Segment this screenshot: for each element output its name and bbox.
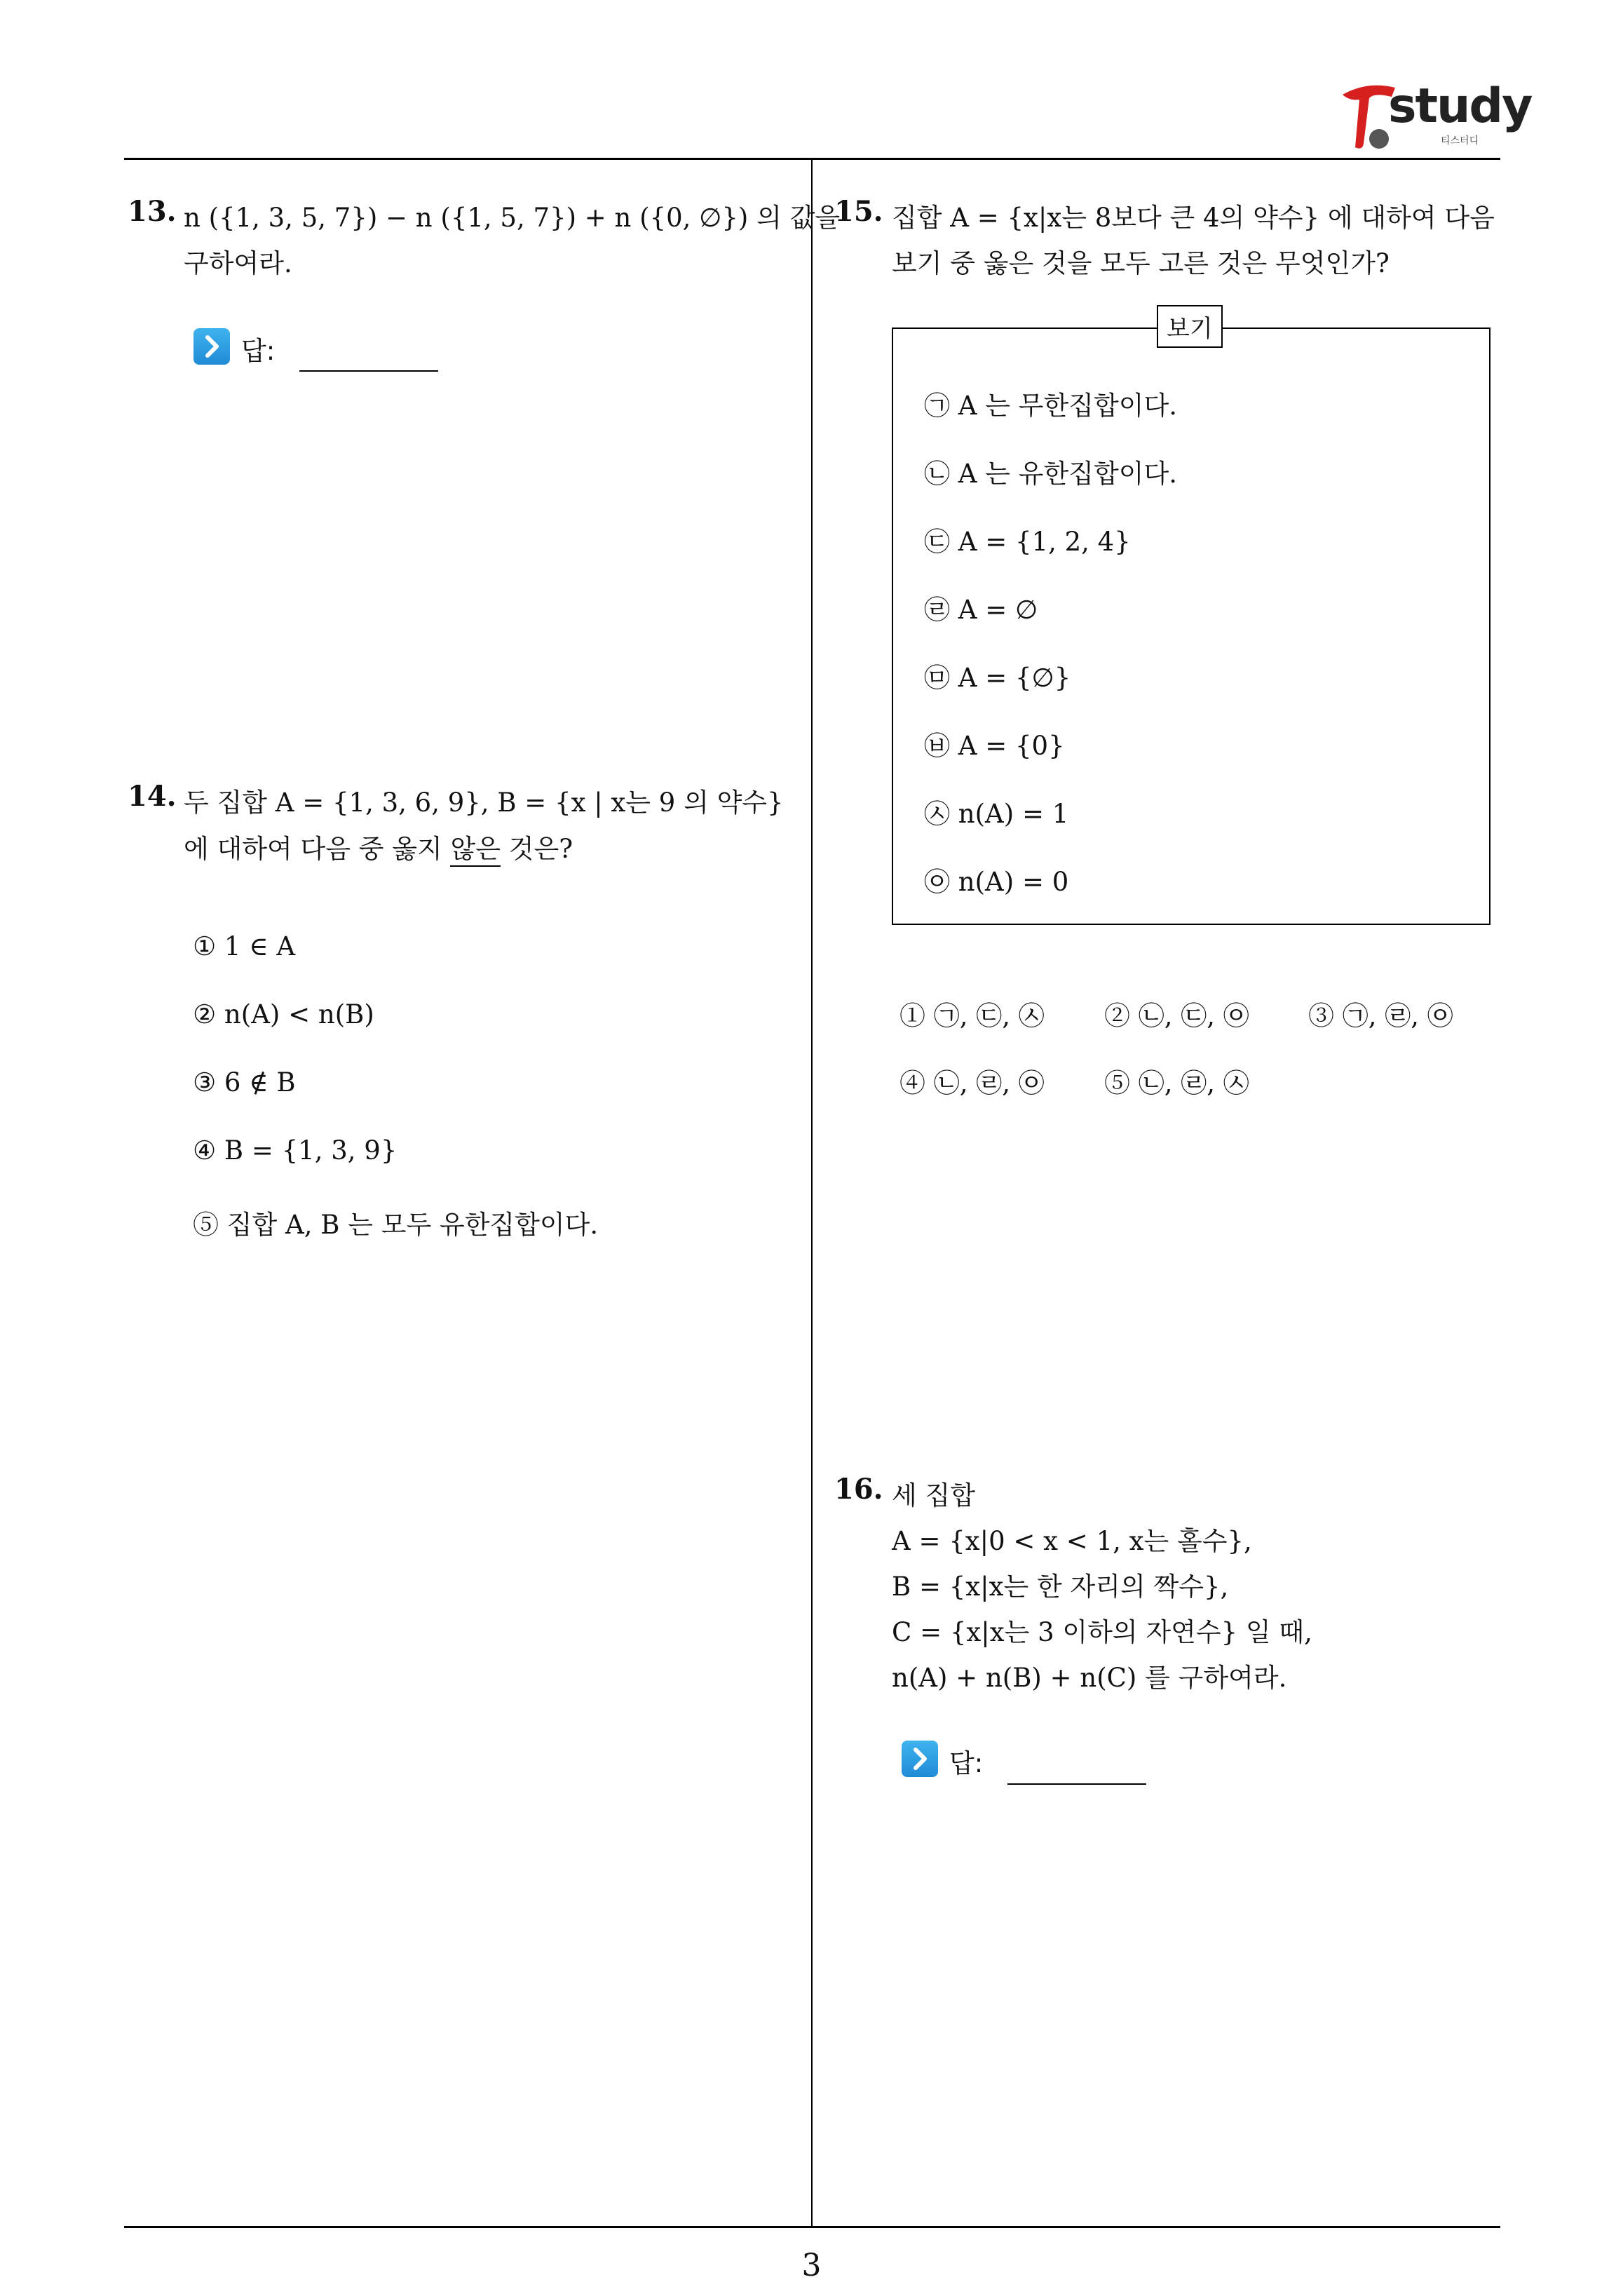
question-number: 13. [128,195,177,228]
example-box-title: 보기 [1157,305,1223,348]
logo-text: study [1388,79,1532,134]
choice-4[interactable]: ④ ㉡, ㉣, ㉧ [899,1068,1045,1098]
question-number: 14. [128,780,177,813]
question-text-part: 에 대하여 다음 중 옳지 [184,834,451,864]
question-text-line2: 보기 중 옳은 것을 모두 고른 것은 무엇인가? [892,248,1390,278]
page-number: 3 [801,2248,822,2283]
choice-3[interactable]: ③ ㉠, ㉣, ㉧ [1308,1001,1453,1031]
example-item: ㉧ n(A) = 0 [924,867,1069,897]
choice-1[interactable]: ① 1 ∈ A [193,931,296,961]
example-item: ㉤ A = {∅} [924,663,1071,693]
example-item: ㉣ A = ∅ [924,595,1038,625]
example-item: ㉦ n(A) = 1 [924,799,1069,829]
choice-5[interactable]: ⑤ 집합 A, B 는 모두 유한집합이다. [193,1210,599,1240]
choice-3[interactable]: ③ 6 ∉ B [193,1067,296,1098]
answer-blank[interactable] [299,370,438,372]
question-text-line2: 구하여라. [184,248,292,278]
question-text-line1: 집합 A = {x|x는 8보다 큰 4의 약수} 에 대하여 다음 [892,203,1495,233]
choice-2[interactable]: ② ㉡, ㉢, ㉧ [1104,1001,1249,1031]
answer-label: 답: [241,336,276,366]
answer-arrow-icon [902,1741,938,1777]
question-number: 15. [834,195,883,228]
choice-5[interactable]: ⑤ ㉡, ㉣, ㉦ [1104,1068,1249,1098]
question-text-line1: n ({1, 3, 5, 7}) − n ({1, 5, 7}) + n ({0, ∅}) 의 값을 [184,203,841,233]
example-item: ㉡ A 는 유한집합이다. [924,459,1177,489]
column-divider [811,160,813,2227]
set-a-definition: A = {x|0 < x < 1, x는 홀수}, [892,1526,1252,1556]
question-text-line5: n(A) + n(B) + n(C) 를 구하여라. [892,1663,1287,1693]
example-item: ㉥ A = {0} [924,731,1065,761]
question-text-line2 [184,828,573,865]
answer-label: 답: [949,1748,984,1778]
question-text-line1: 두 집합 A = {1, 3, 6, 9}, B = {x | x는 9 의 약수} [184,788,784,818]
question-number: 16. [834,1473,883,1506]
logo-subtext: 티스터디 [1441,135,1479,147]
set-c-definition: C = {x|x는 3 이하의 자연수} 일 때, [892,1617,1312,1647]
question-text-line1: 세 집합 [892,1480,975,1511]
tstudy-logo [1336,70,1532,154]
choice-1[interactable]: ① ㉠, ㉢, ㉦ [899,1001,1045,1031]
example-item: ㉠ A 는 무한집합이다. [924,391,1177,421]
choice-4[interactable]: ④ B = {1, 3, 9} [193,1135,398,1166]
underlined-word: 않은 [450,834,500,867]
set-b-definition: B = {x|x는 한 자리의 짝수}, [892,1572,1229,1602]
answer-arrow-icon [193,328,230,365]
choice-2[interactable]: ② n(A) < n(B) [193,999,374,1029]
question-text-part: 것은? [500,834,573,864]
footer-rule [124,2226,1500,2228]
answer-blank[interactable] [1007,1783,1146,1785]
example-item: ㉢ A = {1, 2, 4} [924,527,1131,557]
